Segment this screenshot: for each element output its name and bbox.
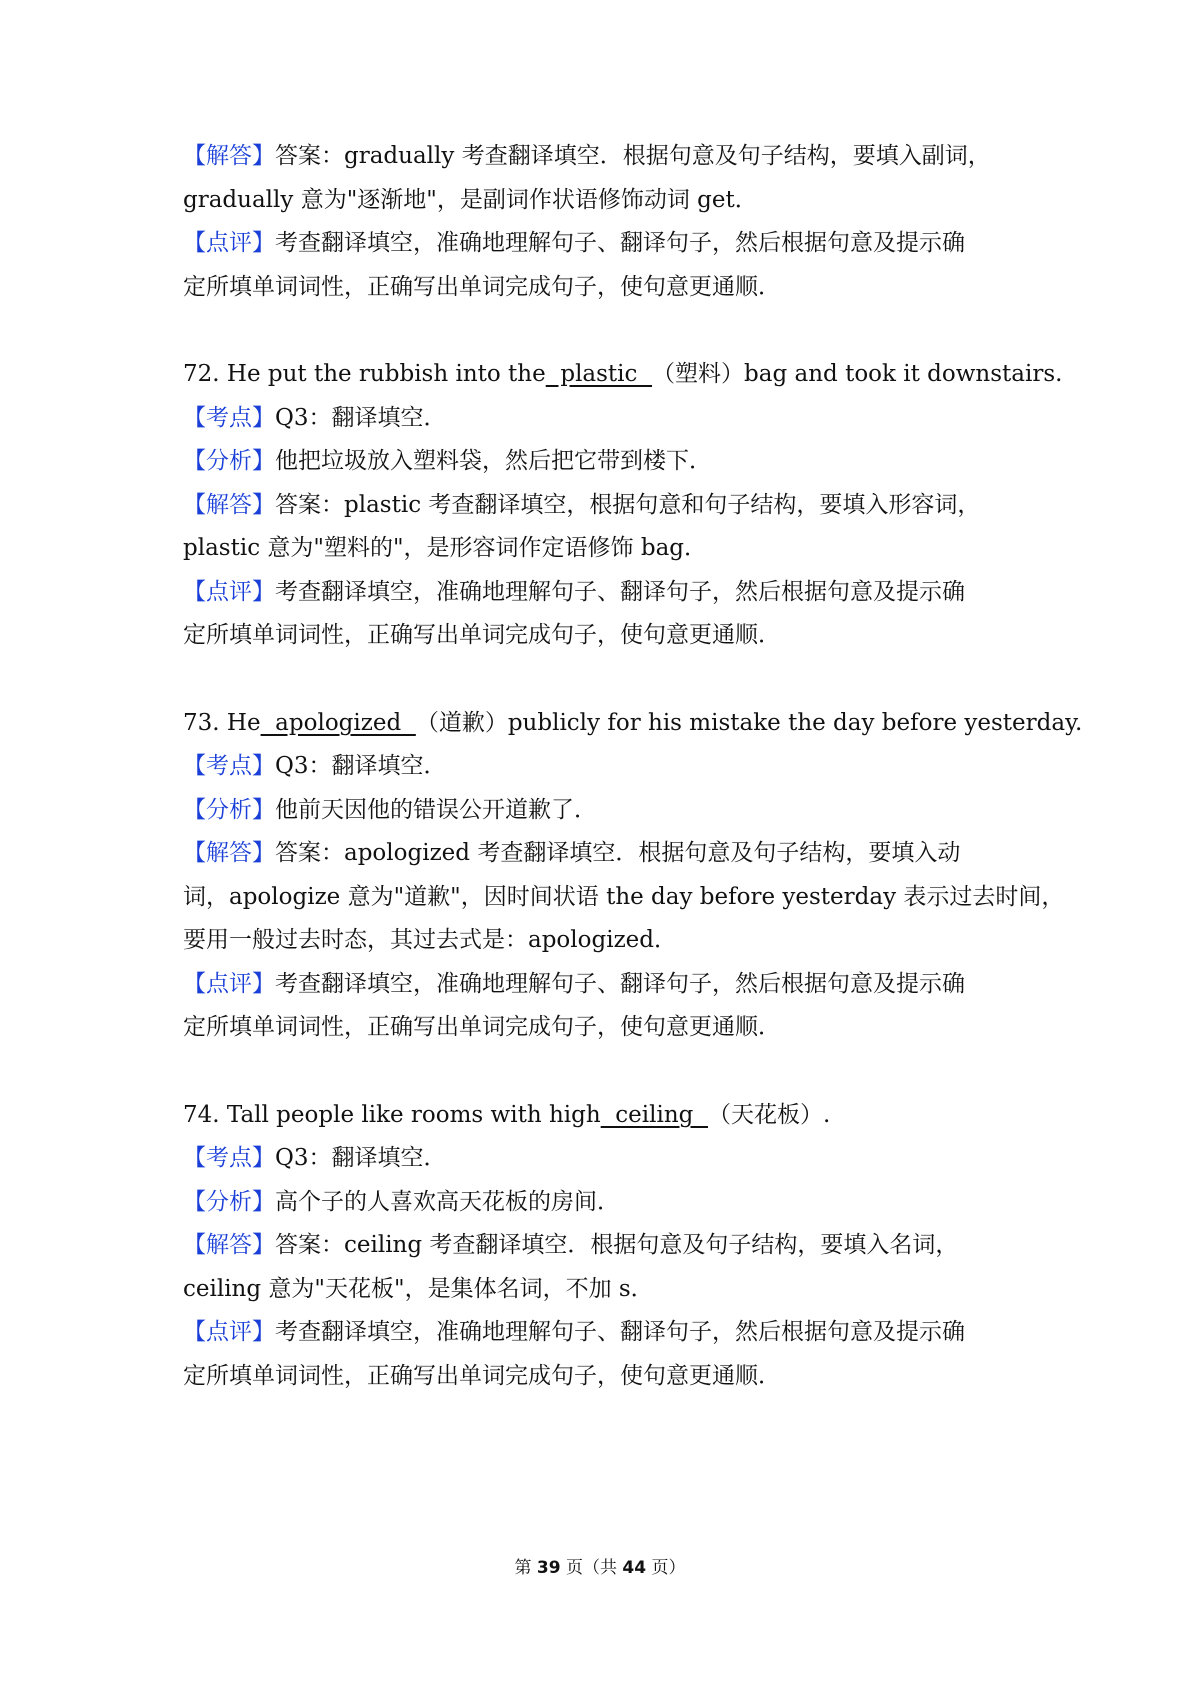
q73-stem: 73. He apologized （道歉）publicly for his mistake the day before yesterday.	[183, 710, 1083, 736]
dianping-tag: 【点评】	[183, 1319, 275, 1345]
q74-answer-blank: ceiling	[600, 1102, 709, 1128]
q74-dianping-line2: 定所填单词词性，正确写出单词完成句子，使句意更通顺．	[183, 1363, 781, 1389]
prev-dianping-line2: 定所填单词词性，正确写出单词完成句子，使句意更通顺．	[183, 274, 781, 300]
page-footer: 第 39 页（共 44 页）	[514, 1558, 686, 1578]
dianping-tag: 【点评】	[183, 579, 275, 605]
q74-jieda-line1: 【解答】答案：ceiling 考查翻译填空．根据句意及句子结构，要填入名词，	[183, 1232, 959, 1258]
q72-jieda-line1: 【解答】答案：plastic 考查翻译填空，根据句意和句子结构，要填入形容词，	[183, 492, 981, 518]
q72-dianping-line1: 【点评】考查翻译填空，准确地理解句子、翻译句子，然后根据句意及提示确	[183, 579, 965, 605]
q73-answer-blank: apologized	[260, 710, 416, 736]
q72-stem: 72. He put the rubbish into the plastic （塑料）bag and took it downstairs.	[183, 361, 1063, 387]
q73-jieda-line3: 要用一般过去时态，其过去式是：apologized．	[183, 927, 678, 953]
fenxi-tag: 【分析】	[183, 797, 275, 823]
jieda-tag: 【解答】	[183, 1232, 275, 1258]
prev-dianping-line1: 【点评】考查翻译填空，准确地理解句子、翻译句子，然后根据句意及提示确	[183, 230, 965, 256]
q73-jieda-line2: 词，apologize 意为"道歉"，因时间状语 the day before yesterday 表示过去时间，	[183, 884, 1065, 910]
q72-fenxi: 【分析】他把垃圾放入塑料袋，然后把它带到楼下．	[183, 448, 712, 474]
q72-answer-blank: plastic	[545, 361, 653, 387]
fenxi-tag: 【分析】	[183, 448, 275, 474]
q74-kaodian: 【考点】Q3：翻译填空．	[183, 1145, 447, 1171]
q73-kaodian: 【考点】Q3：翻译填空．	[183, 753, 447, 779]
prev-jieda-line1: 【解答】答案：gradually 考查翻译填空．根据句意及句子结构，要填入副词，	[183, 143, 991, 169]
kaodian-tag: 【考点】	[183, 1145, 275, 1171]
fenxi-tag: 【分析】	[183, 1189, 275, 1215]
q74-jieda-line2: ceiling 意为"天花板"，是集体名词，不加 s．	[183, 1276, 654, 1302]
prev-jieda-line2: gradually 意为"逐渐地"，是副词作状语修饰动词 get．	[183, 187, 758, 213]
total-pages-number: 44	[622, 1558, 647, 1578]
kaodian-tag: 【考点】	[183, 753, 275, 779]
q73-dianping-line2: 定所填单词词性，正确写出单词完成句子，使句意更通顺．	[183, 1014, 781, 1040]
jieda-tag: 【解答】	[183, 492, 275, 518]
q73-jieda-line1: 【解答】答案：apologized 考查翻译填空．根据句意及句子结构，要填入动	[183, 840, 961, 866]
kaodian-tag: 【考点】	[183, 405, 275, 431]
dianping-tag: 【点评】	[183, 230, 275, 256]
dianping-tag: 【点评】	[183, 971, 275, 997]
q74-fenxi: 【分析】高个子的人喜欢高天花板的房间．	[183, 1189, 620, 1215]
q73-fenxi: 【分析】他前天因他的错误公开道歉了．	[183, 797, 597, 823]
q72-dianping-line2: 定所填单词词性，正确写出单词完成句子，使句意更通顺．	[183, 622, 781, 648]
current-page-number: 39	[536, 1558, 561, 1578]
q73-dianping-line1: 【点评】考查翻译填空，准确地理解句子、翻译句子，然后根据句意及提示确	[183, 971, 965, 997]
q72-jieda-line2: plastic 意为"塑料的"，是形容词作定语修饰 bag．	[183, 535, 708, 561]
jieda-tag: 【解答】	[183, 143, 275, 169]
q74-stem: 74. Tall people like rooms with high ceiling （天花板）.	[183, 1102, 831, 1128]
q74-dianping-line1: 【点评】考查翻译填空，准确地理解句子、翻译句子，然后根据句意及提示确	[183, 1319, 965, 1345]
q72-kaodian: 【考点】Q3：翻译填空．	[183, 405, 447, 431]
jieda-tag: 【解答】	[183, 840, 275, 866]
